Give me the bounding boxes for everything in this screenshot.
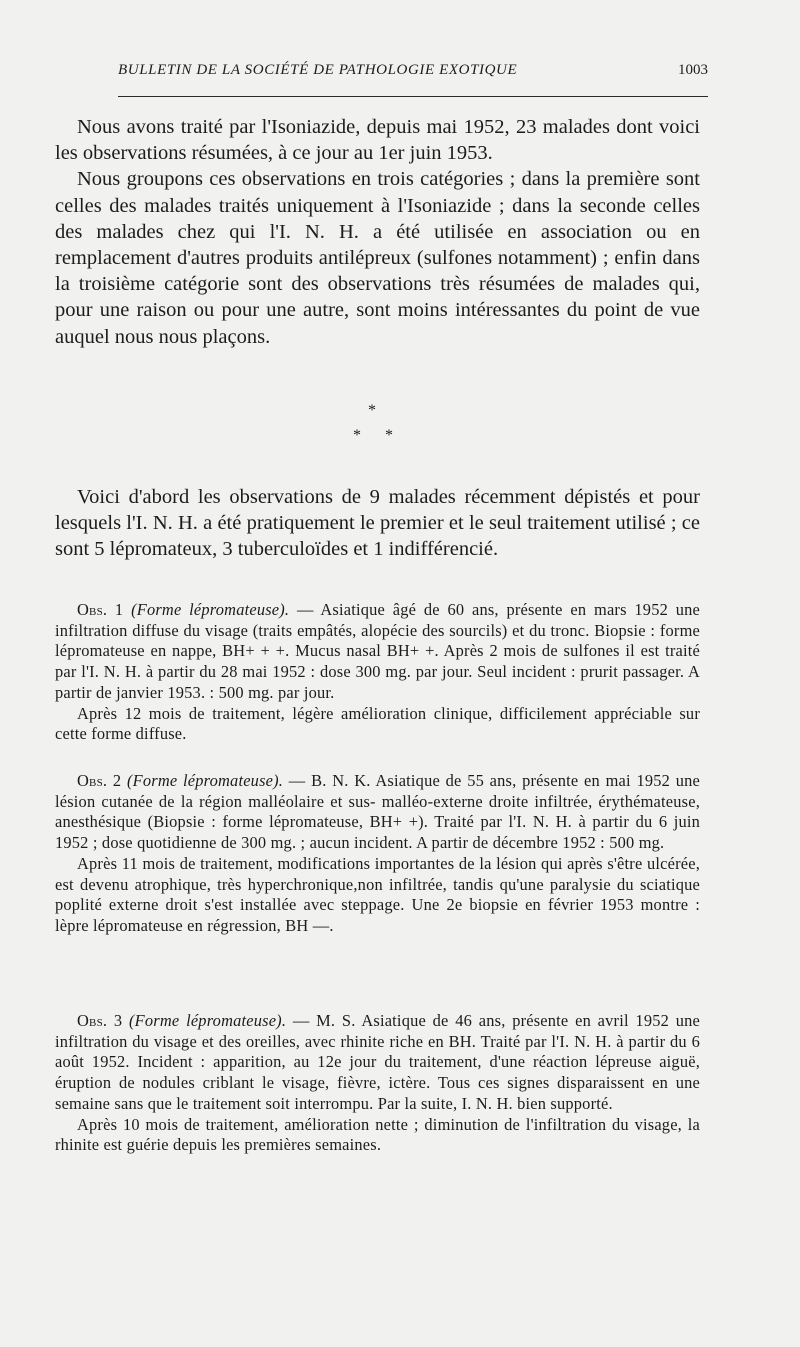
observation-1 <box>55 600 700 745</box>
observation-2 <box>55 771 700 937</box>
observation-3-followup: Après 10 mois de traitement, amélioration nette ; diminution de l'infiltration du visage, la rhinite est guérie depuis les premières semaines. <box>55 1114 700 1155</box>
observation-form: (Forme lépromateuse). <box>129 1011 287 1030</box>
section-intro-paragraph: Voici d'abord les observations de 9 malades récemment dépistés et pour lesquels l'I. N. H. a été pratiquement le premier et le seul traitement utilisé ; ce sont 5 lépromateux, 3 tuberculoïdes et 1 indifférencié. <box>55 486 700 561</box>
observation-1-followup: Après 12 mois de traitement, légère amélioration clinique, difficilement appréciable sur cette forme diffuse. <box>55 703 700 744</box>
intro-paragraph-1: Nous avons traité par l'Isoniazide, depuis mai 1952, 23 malades dont voici les observations résumées, à ce jour au 1er juin 1953. <box>55 116 700 165</box>
observation-form: (Forme lépromateuse). <box>126 771 284 790</box>
observation-body: — M. S. Asiatique de 46 ans, présente en avril 1952 une infiltration du visage et des oreilles, avec rhinite riche en BH. Traité par l'I. N. H. à partir du 6 août 1952. Incident : apparition, au 12e jour du traitement, d'une réaction lépreuse aiguë, éruption de nodules criblant le visage, fièvre, ictère. Tous ces signes disparaissent en une semaine sans que le traitement soit interrompu. Par la suite, I. N. H. bien supporté. <box>55 1011 700 1113</box>
observation-1-text <box>55 600 700 704</box>
header-rule <box>118 96 708 97</box>
observation-body: — Asiatique âgé de 60 ans, présente en mars 1952 une infiltration diffuse du visage (traits empâtés, alopécie des sourcils) et du tronc. Biopsie : forme lépromateuse en nappe, BH+ + +. Mucus nasal BH+ +. Après 2 mois de sulfones il est traité par l'I. N. H. à partir du 28 mai 1952 : dose 300 mg. par jour. Seul incident : prurit passager. A partir de janvier 1953. : 500 mg. par jour. <box>55 600 700 702</box>
observation-label: Obs. 3 <box>77 1011 123 1030</box>
observation-label: Obs. 2 <box>77 771 122 790</box>
observation-form: (Forme lépromateuse). <box>131 600 290 619</box>
observation-2-followup: Après 11 mois de traitement, modifications importantes de la lésion qui après s'être ulcérée, est devenu atrophique, très hyperchronique,non infiltrée, tandis qu'une paralysie du sciatique poplité externe droit s'est installée avec steppage. Une 2e biopsie en février 1953 montre : lèpre lépromateuse en régression, BH —. <box>55 853 700 935</box>
section-intro <box>55 484 700 563</box>
observation-3-text <box>55 1011 700 1115</box>
separator-star-top: * <box>368 402 376 419</box>
intro-paragraph-2: Nous groupons ces observations en trois catégories ; dans la première sont celles des malades traités uniquement à l'Isoniazide ; dans la seconde celles des malades chez qui l'I. N. H. a été utilisée en association ou en remplacement d'autres produits antilépreux (sulfones notamment) ; enfin dans la troisième catégorie sont des observations très résumées de malades qui, pour une raison ou pour une autre, sont moins intéressantes du point de vue auquel nous nous plaçons. <box>55 168 700 348</box>
separator-star-left: * <box>353 427 361 444</box>
observation-2-text <box>55 771 700 854</box>
section-separator <box>345 402 405 450</box>
intro-section <box>55 114 700 350</box>
observation-3 <box>55 1011 700 1156</box>
running-head <box>118 62 708 79</box>
observation-body: — B. N. K. Asiatique de 55 ans, présente en mai 1952 une lésion cutanée de la région malléolaire et sus- malléo-externe droite infiltrée, érythémateuse, anesthésique (Biopsie : forme lépromateuse, BH+ +). Traité par l'I. N. H. à partir du 6 juin 1952 ; dose quotidienne de 300 mg. ; aucun incident. A partir de décembre 1952 : 500 mg. <box>55 771 700 853</box>
page-number: 1003 <box>678 62 708 78</box>
observation-label: Obs. 1 <box>77 600 124 619</box>
running-title: BULLETIN DE LA SOCIÉTÉ DE PATHOLOGIE EXOTIQUE <box>118 62 518 78</box>
separator-star-right: * <box>385 427 393 444</box>
